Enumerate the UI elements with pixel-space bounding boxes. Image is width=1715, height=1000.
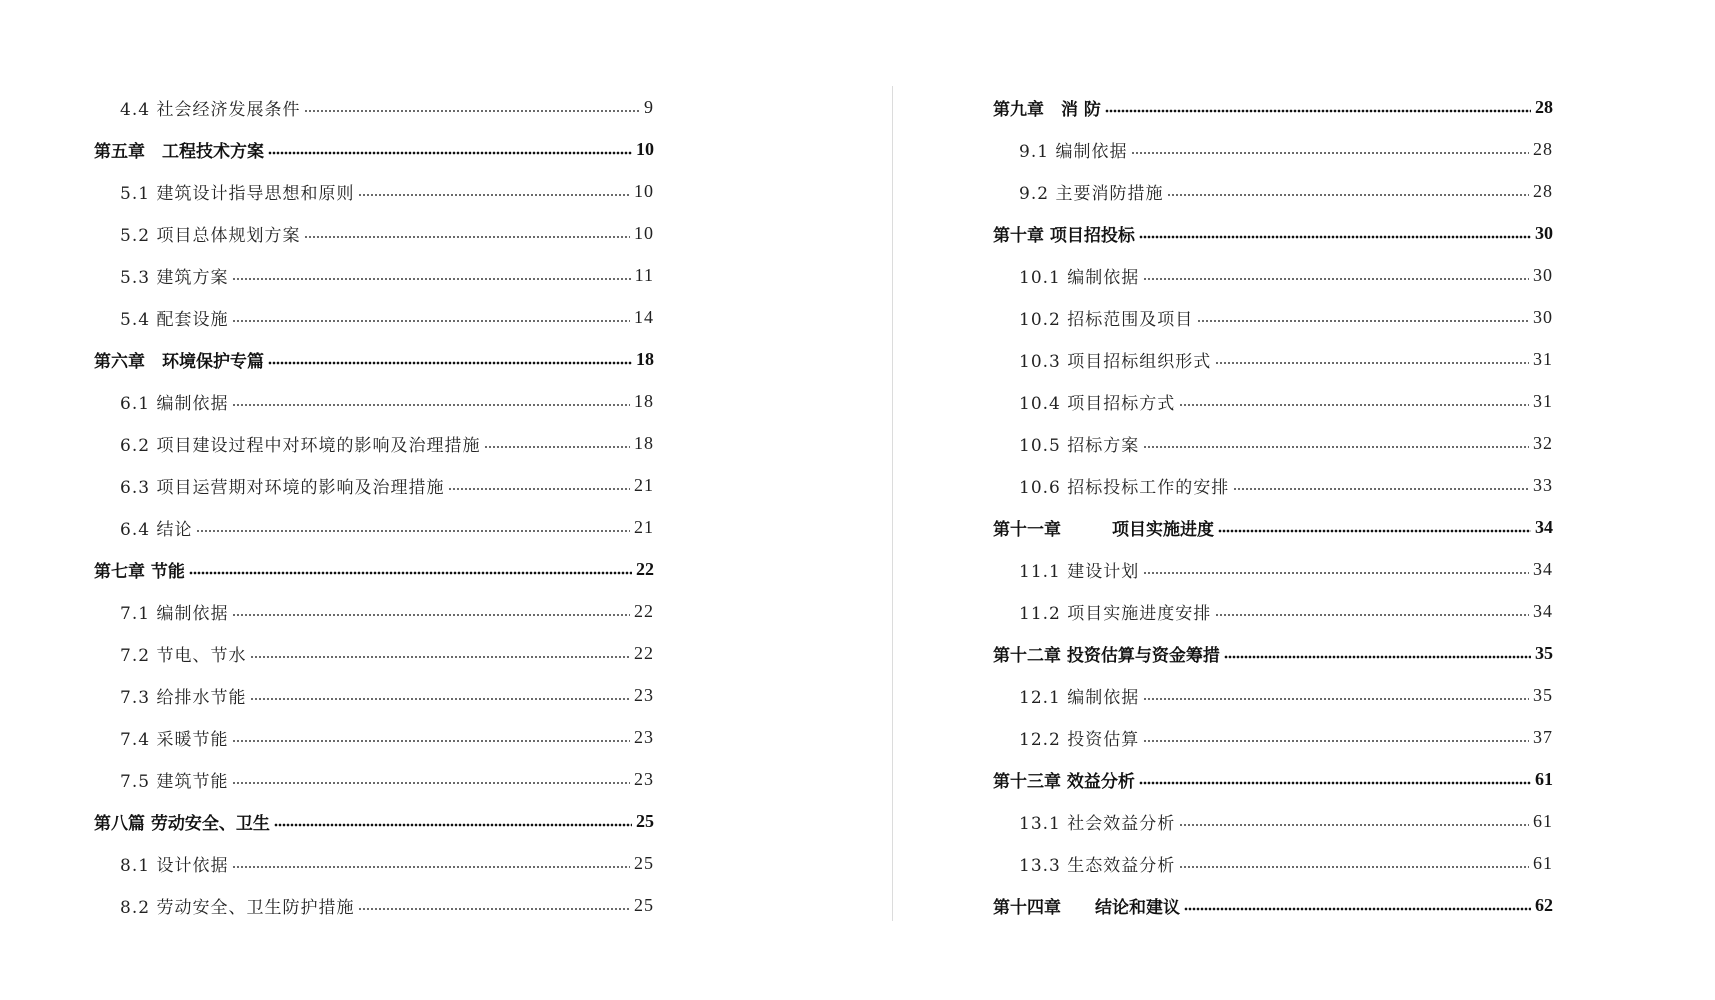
- toc-entry-page-number: 34: [1535, 516, 1553, 537]
- toc-entry-page-number: 35: [1533, 684, 1553, 705]
- toc-entry-page-number: 18: [636, 348, 654, 369]
- toc-dot-leader: [358, 897, 630, 914]
- toc-section-entry[interactable]: [94, 86, 654, 128]
- toc-right-page: [993, 86, 1553, 926]
- toc-dot-leader: [196, 519, 630, 536]
- toc-chapter-entry[interactable]: [94, 338, 654, 380]
- toc-entry-title: 7.5 建筑节能: [120, 771, 229, 792]
- toc-entry-page-number: 22: [634, 600, 654, 621]
- toc-entry-title: 13.1 社会效益分析: [1019, 813, 1176, 834]
- toc-section-entry[interactable]: [993, 590, 1553, 632]
- toc-dot-leader: [484, 435, 630, 452]
- toc-entry-page-number: 25: [634, 894, 654, 915]
- toc-entry-page-number: 61: [1533, 810, 1553, 831]
- toc-entry-title: 10.2 招标范围及项目: [1019, 309, 1194, 330]
- toc-entry-title: 6.2 项目建设过程中对环境的影响及治理措施: [120, 435, 481, 456]
- toc-entry-title: 5.1 建筑设计指导思想和原则: [120, 183, 355, 204]
- toc-entry-page-number: 23: [634, 684, 654, 705]
- page-divider: [892, 86, 893, 921]
- toc-entry-title: 第九章 消 防: [993, 99, 1101, 120]
- toc-entry-page-number: 10: [634, 222, 654, 243]
- toc-section-entry[interactable]: [993, 674, 1553, 716]
- toc-entry-page-number: 28: [1533, 180, 1553, 201]
- toc-entry-title: 10.1 编制依据: [1019, 267, 1140, 288]
- toc-chapter-entry[interactable]: [94, 548, 654, 590]
- toc-dot-leader: [232, 603, 630, 620]
- toc-entry-title: 第十一章 项目实施进度: [993, 519, 1214, 540]
- toc-section-entry[interactable]: [993, 338, 1553, 380]
- toc-dot-leader: [1218, 519, 1531, 536]
- toc-entry-page-number: 33: [1533, 474, 1553, 495]
- toc-entry-page-number: 11: [634, 264, 654, 285]
- toc-entry-page-number: 21: [634, 474, 654, 495]
- toc-entry-title: 5.2 项目总体规划方案: [120, 225, 301, 246]
- toc-entry-title: 10.3 项目招标组织形式: [1019, 351, 1212, 372]
- toc-entry-title: 11.1 建设计划: [1019, 561, 1140, 582]
- toc-dot-leader: [1179, 393, 1529, 410]
- toc-chapter-entry[interactable]: [993, 86, 1553, 128]
- toc-entry-page-number: 28: [1533, 138, 1553, 159]
- toc-entry-title: 5.3 建筑方案: [120, 267, 229, 288]
- toc-section-entry[interactable]: [94, 170, 654, 212]
- toc-dot-leader: [1139, 225, 1531, 242]
- toc-section-entry[interactable]: [993, 170, 1553, 212]
- toc-dot-leader: [1224, 645, 1531, 662]
- toc-entry-page-number: 18: [634, 432, 654, 453]
- toc-dot-leader: [304, 99, 640, 116]
- toc-section-entry[interactable]: [94, 842, 654, 884]
- toc-dot-leader: [1131, 141, 1529, 158]
- toc-dot-leader: [1143, 687, 1529, 704]
- toc-dot-leader: [1143, 729, 1529, 746]
- toc-entry-title: 9.1 编制依据: [1019, 141, 1128, 162]
- toc-dot-leader: [1215, 351, 1529, 368]
- toc-dot-leader: [1179, 813, 1529, 830]
- toc-entry-title: 第七章 节能: [94, 561, 185, 582]
- toc-entry-page-number: 62: [1535, 894, 1553, 915]
- toc-section-entry[interactable]: [993, 422, 1553, 464]
- toc-chapter-entry[interactable]: [993, 632, 1553, 674]
- toc-entry-title: 6.4 结论: [120, 519, 193, 540]
- toc-section-entry[interactable]: [94, 506, 654, 548]
- toc-section-entry[interactable]: [94, 212, 654, 254]
- toc-dot-leader: [1197, 309, 1529, 326]
- toc-section-entry[interactable]: [993, 254, 1553, 296]
- toc-entry-page-number: 10: [634, 180, 654, 201]
- toc-section-entry[interactable]: [94, 590, 654, 632]
- toc-dot-leader: [1105, 99, 1531, 116]
- toc-section-entry[interactable]: [94, 422, 654, 464]
- toc-section-entry[interactable]: [94, 632, 654, 674]
- toc-entry-page-number: 25: [634, 852, 654, 873]
- toc-entry-title: 第十四章 结论和建议: [993, 897, 1180, 918]
- toc-left-page: [94, 86, 654, 926]
- toc-section-entry[interactable]: [993, 380, 1553, 422]
- toc-entry-title: 7.4 采暖节能: [120, 729, 229, 750]
- toc-entry-page-number: 28: [1535, 96, 1553, 117]
- toc-dot-leader: [250, 687, 630, 704]
- toc-entry-page-number: 9: [644, 96, 654, 117]
- toc-dot-leader: [358, 183, 630, 200]
- toc-dot-leader: [1139, 771, 1531, 788]
- toc-entry-page-number: 30: [1535, 222, 1553, 243]
- toc-entry-title: 第八篇 劳动安全、卫生: [94, 813, 270, 834]
- toc-entry-title: 10.6 招标投标工作的安排: [1019, 477, 1230, 498]
- toc-entry-title: 11.2 项目实施进度安排: [1019, 603, 1212, 624]
- toc-entry-page-number: 31: [1533, 348, 1553, 369]
- toc-entry-title: 10.4 项目招标方式: [1019, 393, 1176, 414]
- toc-entry-title: 第十三章 效益分析: [993, 771, 1135, 792]
- toc-section-entry[interactable]: [94, 464, 654, 506]
- toc-entry-title: 12.1 编制依据: [1019, 687, 1140, 708]
- toc-dot-leader: [1233, 477, 1529, 494]
- toc-entry-page-number: 34: [1533, 558, 1553, 579]
- toc-entry-title: 第十二章 投资估算与资金筹措: [993, 645, 1220, 666]
- toc-dot-leader: [232, 771, 630, 788]
- toc-dot-leader: [268, 351, 632, 368]
- toc-entry-title: 8.1 设计依据: [120, 855, 229, 876]
- toc-section-entry[interactable]: [94, 674, 654, 716]
- toc-section-entry[interactable]: [993, 464, 1553, 506]
- toc-dot-leader: [232, 729, 630, 746]
- toc-entry-page-number: 37: [1533, 726, 1553, 747]
- toc-dot-leader: [189, 561, 632, 578]
- toc-entry-page-number: 23: [634, 726, 654, 747]
- toc-dot-leader: [1179, 855, 1529, 872]
- toc-entry-title: 8.2 劳动安全、卫生防护措施: [120, 897, 355, 918]
- toc-entry-page-number: 30: [1533, 264, 1553, 285]
- toc-section-entry[interactable]: [993, 842, 1553, 884]
- toc-entry-page-number: 61: [1535, 768, 1553, 789]
- toc-entry-title: 第六章 环境保护专篇: [94, 351, 264, 372]
- toc-entry-title: 7.3 给排水节能: [120, 687, 247, 708]
- toc-section-entry[interactable]: [94, 296, 654, 338]
- toc-chapter-entry[interactable]: [993, 212, 1553, 254]
- toc-entry-page-number: 22: [636, 558, 654, 579]
- toc-entry-page-number: 61: [1533, 852, 1553, 873]
- toc-dot-leader: [1143, 561, 1529, 578]
- toc-entry-page-number: 35: [1535, 642, 1553, 663]
- toc-entry-page-number: 14: [634, 306, 654, 327]
- toc-entry-page-number: 18: [634, 390, 654, 411]
- toc-dot-leader: [304, 225, 630, 242]
- toc-entry-title: 13.3 生态效益分析: [1019, 855, 1176, 876]
- toc-entry-title: 6.3 项目运营期对环境的影响及治理措施: [120, 477, 445, 498]
- toc-entry-title: 7.1 编制依据: [120, 603, 229, 624]
- toc-chapter-entry[interactable]: [993, 884, 1553, 926]
- toc-dot-leader: [1143, 435, 1529, 452]
- toc-dot-leader: [232, 393, 630, 410]
- toc-entry-page-number: 23: [634, 768, 654, 789]
- toc-section-entry[interactable]: [993, 128, 1553, 170]
- toc-section-entry[interactable]: [94, 254, 654, 296]
- toc-section-entry[interactable]: [993, 716, 1553, 758]
- toc-dot-leader: [1215, 603, 1529, 620]
- toc-entry-page-number: 34: [1533, 600, 1553, 621]
- toc-section-entry[interactable]: [94, 716, 654, 758]
- toc-chapter-entry[interactable]: [993, 758, 1553, 800]
- toc-section-entry[interactable]: [993, 548, 1553, 590]
- toc-chapter-entry[interactable]: [94, 128, 654, 170]
- toc-entry-page-number: 10: [636, 138, 654, 159]
- toc-section-entry[interactable]: [993, 296, 1553, 338]
- toc-entry-page-number: 30: [1533, 306, 1553, 327]
- toc-entry-title: 4.4 社会经济发展条件: [120, 99, 301, 120]
- toc-entry-title: 7.2 节电、节水: [120, 645, 247, 666]
- toc-section-entry[interactable]: [94, 758, 654, 800]
- toc-dot-leader: [232, 309, 630, 326]
- toc-chapter-entry[interactable]: [94, 800, 654, 842]
- toc-entry-page-number: 32: [1533, 432, 1553, 453]
- toc-section-entry[interactable]: [94, 884, 654, 926]
- toc-entry-title: 5.4 配套设施: [120, 309, 229, 330]
- toc-entry-page-number: 21: [634, 516, 654, 537]
- toc-entry-page-number: 31: [1533, 390, 1553, 411]
- toc-entry-title: 9.2 主要消防措施: [1019, 183, 1164, 204]
- toc-dot-leader: [448, 477, 630, 494]
- toc-dot-leader: [232, 855, 630, 872]
- toc-chapter-entry[interactable]: [993, 506, 1553, 548]
- toc-dot-leader: [268, 141, 632, 158]
- toc-entry-title: 第五章 工程技术方案: [94, 141, 264, 162]
- toc-section-entry[interactable]: [993, 800, 1553, 842]
- toc-entry-title: 第十章 项目招投标: [993, 225, 1135, 246]
- toc-entry-title: 10.5 招标方案: [1019, 435, 1140, 456]
- toc-dot-leader: [250, 645, 630, 662]
- toc-entry-page-number: 22: [634, 642, 654, 663]
- toc-dot-leader: [1184, 897, 1531, 914]
- toc-entry-title: 6.1 编制依据: [120, 393, 229, 414]
- toc-dot-leader: [1143, 267, 1529, 284]
- toc-dot-leader: [232, 267, 630, 284]
- toc-entry-page-number: 25: [636, 810, 654, 831]
- toc-section-entry[interactable]: [94, 380, 654, 422]
- toc-dot-leader: [1167, 183, 1529, 200]
- toc-entry-title: 12.2 投资估算: [1019, 729, 1140, 750]
- toc-dot-leader: [274, 813, 632, 830]
